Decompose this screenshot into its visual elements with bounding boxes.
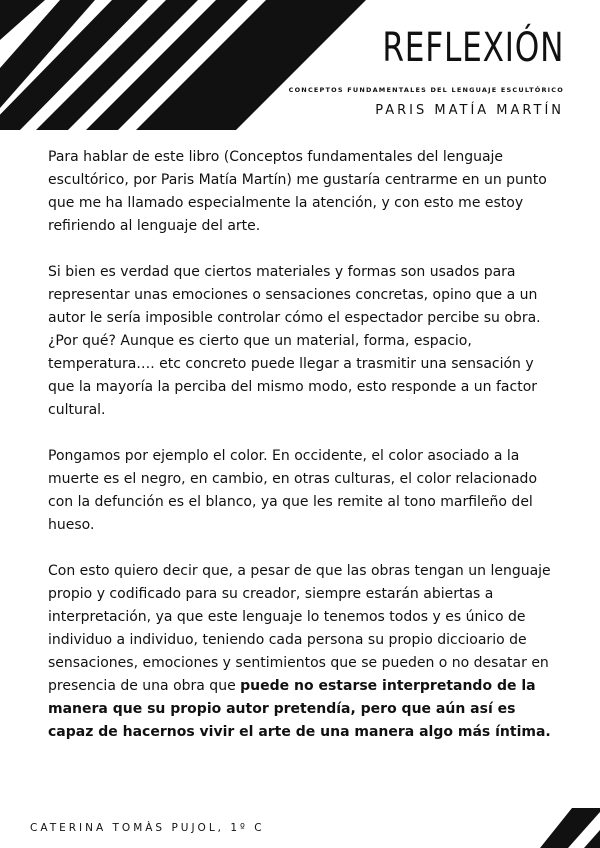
diagonal-stripes-bottom-right	[540, 808, 600, 848]
book-subtitle: CONCEPTOS FUNDAMENTALES DEL LENGUAJE ESCULTÓRICO	[288, 86, 564, 94]
essay-body	[48, 146, 560, 767]
student-name: CATERINA TOMÀS PUJOL, 1º C	[30, 822, 265, 834]
diagonal-stripes-top-left	[0, 0, 380, 130]
paragraph-4-regular: Con esto quiero decir que, a pesar de que las obras tengan un lenguaje propio y codificado para su creador, siempre estarán abiertas a interpretación, ya que este lenguaje lo tenemos todos y es único de individuo a individuo, teniendo cada persona su propio diccioario de sensaciones, emociones y sentimientos que se pueden o no desatar en presencia de una obra que	[48, 563, 551, 694]
paragraph-1: Para hablar de este libro (Conceptos fundamentales del lenguaje escultórico, por Paris Matía Martín) me gustaría centrarme en un punto que me ha llamado especialmente la atención, y con esto me estoy refiriendo al lenguaje del arte.	[48, 149, 547, 234]
paragraph-4	[48, 560, 560, 744]
paragraph-3: Pongamos por ejemplo el color. En occidente, el color asociado a la muerte es el negro, en cambio, en otras culturas, el color relacionado con la defunción es el blanco, ya que les remite al tono marfileño del hueso.	[48, 448, 538, 533]
book-author: PARIS MATÍA MARTÍN	[375, 103, 564, 118]
paragraph-2: Si bien es verdad que ciertos materiales y formas son usados para representar unas emociones o sensaciones concretas, opino que a un autor le sería imposible controlar cómo el espectador percibe su obra. ¿Por qué? Aunque es cierto que un material, forma, espacio, temperatura…. etc concreto puede llegar a trasmitir una sensación y que la mayoría la perciba del mismo modo, esto responde a un factor cultural.	[48, 264, 541, 418]
page-title: REFLEXIÓN	[382, 25, 564, 71]
paragraph-4-emphasis: puede no estarse interpretando de la manera que su propio autor pretendía, pero que aún así es capaz de hacernos vivir el arte de una manera algo más íntima.	[48, 678, 551, 740]
